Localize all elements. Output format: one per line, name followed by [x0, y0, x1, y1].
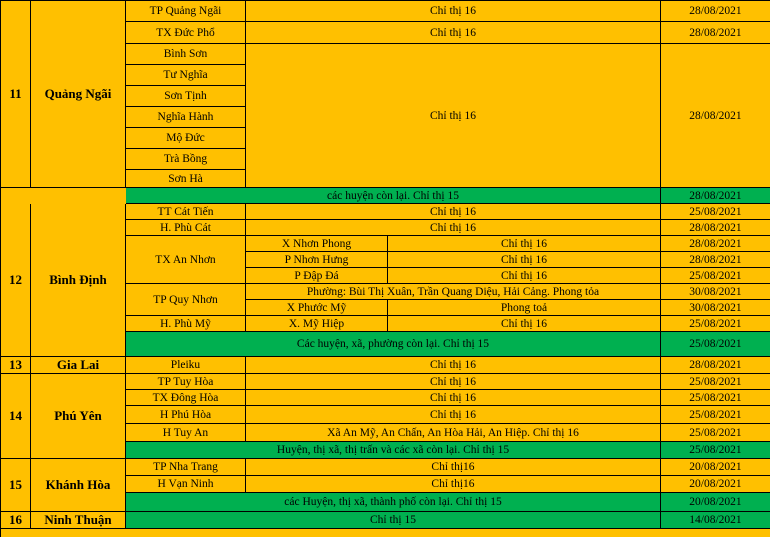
measure-cell: Chỉ thị 16 — [246, 374, 661, 390]
date-cell: 30/08/2021 — [661, 300, 770, 316]
area-cell: H Tuy An — [126, 424, 246, 442]
measure-cell: Phường: Bùi Thị Xuân, Trần Quang Diệu, Hải Cảng. Phong tỏa — [246, 284, 661, 300]
area-cell: TP Quy Nhơn — [126, 284, 246, 316]
date-cell: 28/08/2021 — [661, 252, 770, 268]
date-cell: 25/08/2021 — [661, 442, 770, 459]
measure-cell: Chỉ thị 16 — [246, 220, 661, 236]
row-number: 13 — [1, 357, 31, 374]
remaining-areas-cell: Các huyện, xã, phường còn lại. Chỉ thị 15 — [126, 332, 661, 357]
province-name: Khánh Hòa — [31, 459, 126, 512]
area-cell: Mộ Đức — [126, 128, 246, 149]
area-cell: H Phú Hòa — [126, 406, 246, 424]
date-cell: 28/08/2021 — [661, 236, 770, 252]
remaining-areas-cell: Huyện, thị xã, thị trấn và các xã còn lại. Chỉ thị 15 — [126, 442, 661, 459]
remaining-areas-cell: các huyện còn lại. Chỉ thị 15 — [126, 188, 661, 204]
date-cell: 28/08/2021 — [661, 1, 770, 22]
date-cell: 20/08/2021 — [661, 476, 770, 493]
area-cell: TP Tuy Hòa — [126, 374, 246, 390]
row-number: 14 — [1, 374, 31, 459]
area-cell: H Vạn Ninh — [126, 476, 246, 493]
province-name: Bình Định — [31, 204, 126, 357]
area-cell: TT Cát Tiến — [126, 204, 246, 220]
area-cell: TP Nha Trang — [126, 459, 246, 476]
area-cell: Pleiku — [126, 357, 246, 374]
ward-cell: P Đập Đá — [246, 268, 388, 284]
area-cell: Trà Bồng — [126, 149, 246, 170]
measure-cell: Chỉ thị16 — [246, 476, 661, 493]
area-cell: TX An Nhơn — [126, 236, 246, 284]
province-name: Gia Lai — [31, 357, 126, 374]
date-cell: 20/08/2021 — [661, 493, 770, 512]
date-cell: 28/08/2021 — [661, 188, 770, 204]
measure-cell: Chỉ thị 15 — [126, 512, 661, 529]
area-cell: TX Đông Hòa — [126, 390, 246, 406]
measure-cell: Chỉ thị 16 — [388, 252, 661, 268]
date-cell: 28/08/2021 — [661, 220, 770, 236]
date-cell: 25/08/2021 — [661, 390, 770, 406]
row-number: 11 — [1, 1, 31, 188]
province-name: Quảng Ngãi — [31, 1, 126, 188]
area-cell: TP Quảng Ngãi — [126, 1, 246, 22]
measure-cell: Chỉ thị 16 — [246, 406, 661, 424]
date-cell: 28/08/2021 — [661, 357, 770, 374]
measure-cell: Chỉ thị 16 — [246, 22, 661, 44]
date-cell: 25/08/2021 — [661, 204, 770, 220]
province-name: Ninh Thuận — [31, 512, 126, 529]
area-cell: Tư Nghĩa — [126, 65, 246, 86]
measure-cell: Phong toả — [388, 300, 661, 316]
measure-cell: Chỉ thị 16 — [246, 1, 661, 22]
row-number: 16 — [1, 512, 31, 529]
measure-cell: Xã An Mỹ, An Chấn, An Hòa Hải, An Hiệp. Chỉ thị 16 — [246, 424, 661, 442]
ward-cell: X Phước Mỹ — [246, 300, 388, 316]
date-cell: 14/08/2021 — [661, 512, 770, 529]
date-cell: 20/08/2021 — [661, 459, 770, 476]
date-cell: 28/08/2021 — [661, 22, 770, 44]
measure-cell: Chỉ thị 16 — [388, 268, 661, 284]
measure-cell: Chỉ thị 16 — [246, 390, 661, 406]
date-cell: 25/08/2021 — [661, 268, 770, 284]
date-cell: 30/08/2021 — [661, 284, 770, 300]
date-cell: 25/08/2021 — [661, 424, 770, 442]
date-cell: 28/08/2021 — [661, 44, 770, 188]
province-name: Phú Yên — [31, 374, 126, 459]
measure-cell: Chỉ thị 16 — [246, 44, 661, 188]
row-number: 12 — [1, 204, 31, 357]
measure-cell: Chỉ thị16 — [246, 459, 661, 476]
ward-cell: X. Mỹ Hiệp — [246, 316, 388, 332]
area-cell: TX Đức Phổ — [126, 22, 246, 44]
measure-cell: Chỉ thị 16 — [246, 204, 661, 220]
area-cell: Nghĩa Hành — [126, 107, 246, 128]
area-cell: H. Phù Cát — [126, 220, 246, 236]
date-cell: 25/08/2021 — [661, 332, 770, 357]
area-cell: Bình Sơn — [126, 44, 246, 65]
date-cell: 25/08/2021 — [661, 316, 770, 332]
area-cell: Sơn Hà — [126, 170, 246, 188]
measure-cell: Chỉ thị 16 — [246, 357, 661, 374]
remaining-areas-cell: các Huyện, thị xã, thành phố còn lại. Chỉ thị 15 — [126, 493, 661, 512]
row-number: 15 — [1, 459, 31, 512]
measure-cell: Chỉ thị 16 — [388, 236, 661, 252]
date-cell: 25/08/2021 — [661, 374, 770, 390]
ward-cell: X Nhơn Phong — [246, 236, 388, 252]
area-cell: Sơn Tịnh — [126, 86, 246, 107]
area-cell: H. Phù Mỹ — [126, 316, 246, 332]
ward-cell: P Nhơn Hưng — [246, 252, 388, 268]
date-cell: 25/08/2021 — [661, 406, 770, 424]
measure-cell: Chỉ thị 16 — [388, 316, 661, 332]
